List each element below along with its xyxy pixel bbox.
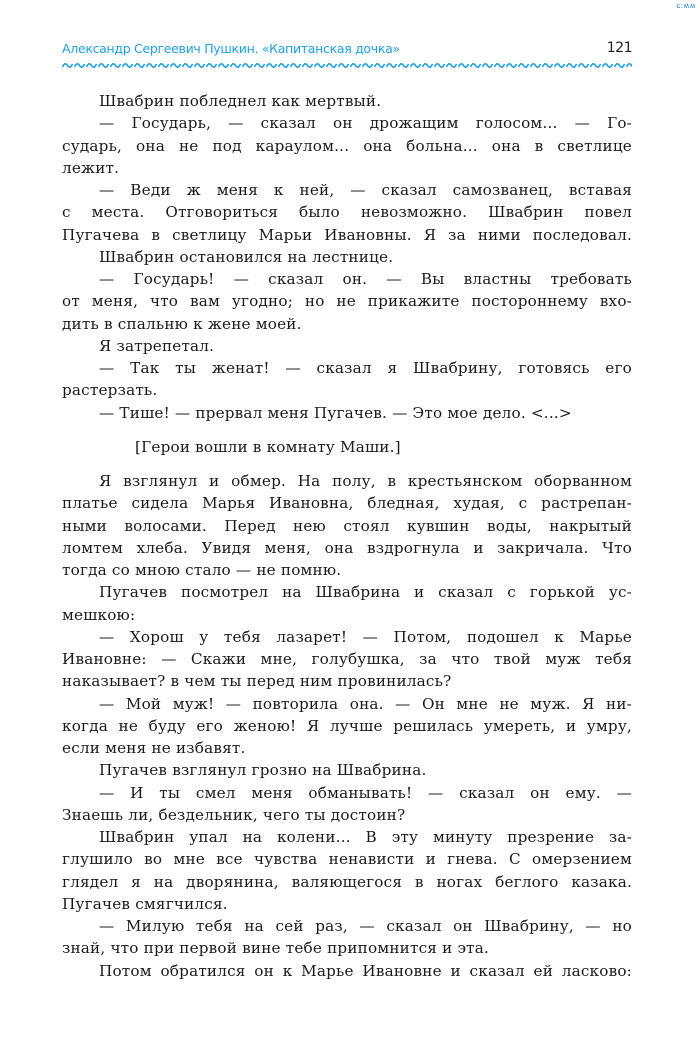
text-line: тогда со мною стало — не помню. — [62, 561, 342, 579]
text-line: — И ты смел меня обманывать! — сказал он ему. — — [99, 783, 632, 802]
text-line: Пугачев посмотрел на Швабрина и сказал с горькой ус- — [99, 583, 632, 602]
text-line: Я взглянул и обмер. На полу, в крестьянском оборванном — [99, 472, 632, 490]
text-line: знай, что при первой вине тебе припомнится и эта. — [62, 939, 490, 958]
text-line: Знаешь ли, бездельник, чего ты достоин? — [62, 805, 406, 824]
text-line: глушило во мне все чувства ненависти и гнева. С омерзением — [62, 850, 632, 869]
text-line: от меня, что вам угодно; но не прикажите постороннему вхо- — [62, 292, 632, 311]
text-line: Пугачев смягчился. — [62, 894, 228, 913]
page-body — [62, 90, 632, 982]
text-line: Потом обратился он к Марье Ивановне и сказал ей ласково: — [99, 961, 632, 980]
text-line: платье сидела Марья Ивановна, бледная, худая, с растрепан- — [62, 494, 632, 513]
text-line: растерзать. — [62, 381, 158, 400]
text-line: — Государь, — сказал он дрожащим голосом... — Го- — [99, 114, 632, 133]
text-line: лежит. — [62, 158, 120, 177]
scan-corner-mark: ɕ:ʍʍ — [676, 2, 696, 10]
text-line: — Хорош у тебя лазарет! — Потом, подошел к Марье — [99, 627, 632, 646]
text-line: мешкою: — [62, 605, 136, 624]
text-line: сударь, она не под караулом... она больна... она в светлице — [62, 136, 632, 155]
text-part-1 — [62, 90, 632, 424]
text-line: когда не буду его женою! Я лучше решилась умереть, и умру, — [62, 716, 632, 735]
text-line: — Веди ж меня к ней, — сказал самозванец, вставая — [99, 181, 632, 199]
text-line: — Тише! — прервал меня Пугачев. — Это мое дело. <...> — [99, 403, 572, 422]
text-line: Швабрин упал на колени... В эту минуту презрение за- — [99, 828, 632, 846]
text-line: ломтем хлеба. Увидя меня, она вздрогнула и закричала. Что — [62, 538, 632, 557]
text-line: — Так ты женат! — сказал я Швабрину, готовясь его — [99, 359, 632, 377]
text-line: — Милую тебя на сей раз, — сказал он Швабрину, — но — [99, 917, 632, 935]
stage-direction: [Герои вошли в комнату Маши.] — [135, 437, 401, 456]
text-line: дить в спальню к жене моей. — [62, 314, 302, 333]
text-line: Пугачева в светлицу Марьи Ивановны. Я за ними последовал. — [62, 225, 632, 244]
text-line: наказывает? в чем ты перед ним провинилась? — [62, 672, 452, 691]
running-title: Александр Сергеевич Пушкин. «Капитанская дочка» — [62, 41, 400, 56]
text-line: Пугачев взглянул грозно на Швабрина. — [99, 761, 427, 780]
text-line: Швабрин побледнел как мертвый. — [99, 92, 382, 110]
text-line: Швабрин остановился на лестнице. — [99, 247, 394, 266]
text-line: если меня не избавят. — [62, 739, 246, 757]
text-line: Ивановне: — Скажи мне, голубушка, за что твой муж тебя — [62, 650, 632, 668]
running-header — [62, 41, 632, 57]
text-line: с места. Отговориться было невозможно. Швабрин повел — [62, 203, 632, 222]
text-part-2 — [62, 470, 632, 982]
text-line: — Мой муж! — повторила она. — Он мне не муж. Я ни- — [99, 694, 632, 713]
text-line: Я затрепетал. — [99, 336, 215, 355]
text-line: — Государь! — сказал он. — Вы властны требовать — [99, 270, 632, 288]
page-number: 121 — [606, 40, 632, 56]
header-ornament-divider — [62, 61, 632, 70]
text-line: глядел я на дворянина, валяющегося в ногах беглого казака. — [62, 872, 632, 891]
text-line: ными волосами. Перед нею стоял кувшин воды, накрытый — [62, 516, 632, 535]
